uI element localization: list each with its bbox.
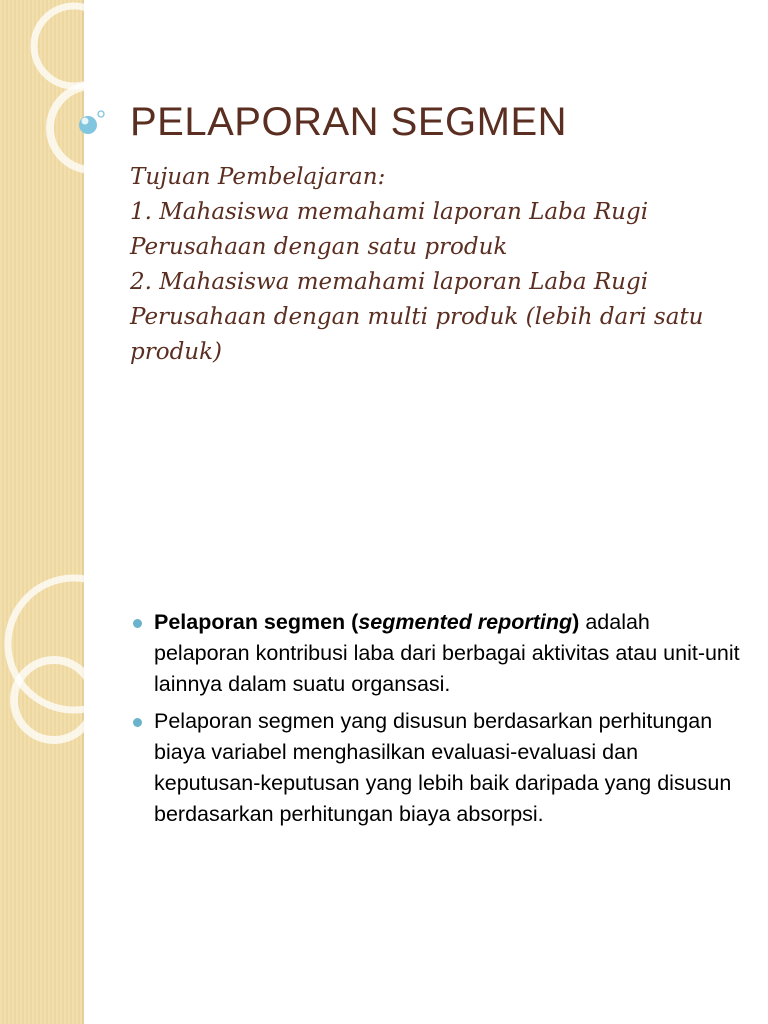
term-bold: Pelaporan segmen ( <box>154 610 359 634</box>
blue-dot-icon <box>79 116 97 134</box>
learning-objectives <box>130 160 730 370</box>
slide-2 <box>0 512 768 1024</box>
term-english: segmented reporting <box>358 610 573 634</box>
list-item <box>130 607 740 700</box>
bullet-icon <box>133 619 142 628</box>
list-item <box>130 706 740 830</box>
small-ring-icon <box>98 111 104 117</box>
objectives-heading: Tujuan Pembelajaran: <box>130 164 386 190</box>
page-title: PELAPORAN SEGMEN <box>130 100 568 144</box>
objective-item: 2. Mahasiswa memahami laporan Laba Rugi Perusahaan dengan multi produk (lebih dari satu produk) <box>130 269 704 365</box>
definition-text: adalah pelaporan kontribusi laba dari berbagai aktivitas atau unit-unit lainnya dalam suatu organsasi. <box>154 610 740 696</box>
bullet-icon <box>133 718 142 727</box>
bullet-text: Pelaporan segmen yang disusun berdasarkan perhitungan biaya variabel menghasilkan evaluasi-evaluasi dan keputusan-keputusan yang lebih baik daripada yang disusun berdasarkan perhitungan biaya absorpsi. <box>154 709 732 826</box>
objective-item: 1. Mahasiswa memahami laporan Laba Rugi Perusahaan dengan satu produk <box>130 199 649 260</box>
term-close: ) <box>572 610 580 634</box>
bullet-list <box>130 607 740 836</box>
